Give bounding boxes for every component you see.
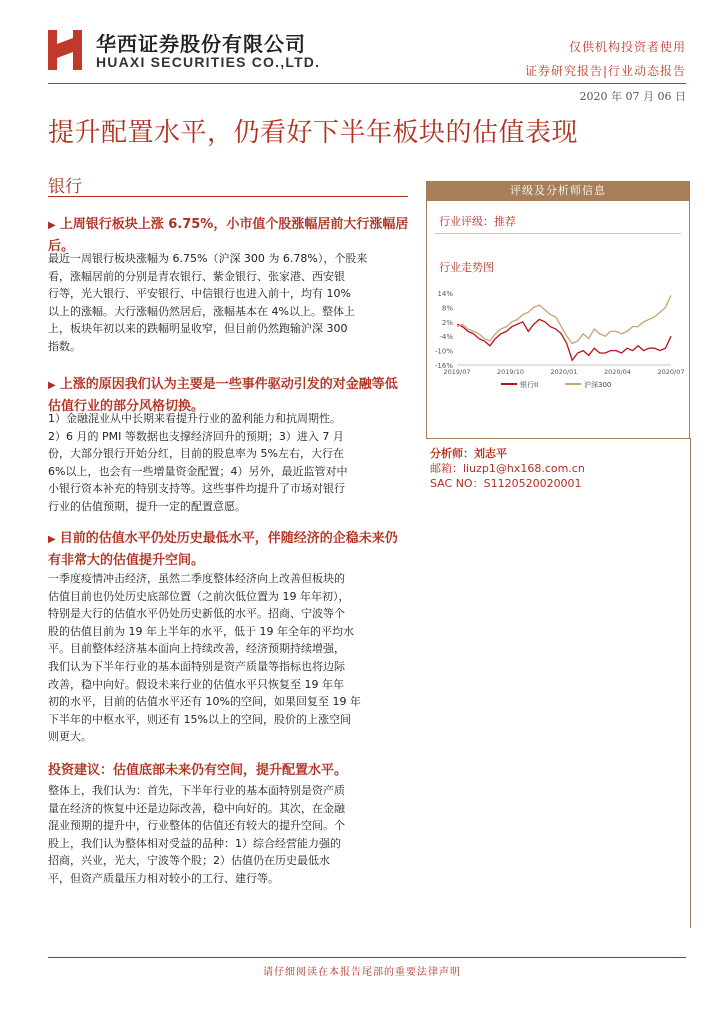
section-body-2 (48, 410, 410, 516)
panel-header: 评级及分析师信息 (427, 181, 689, 201)
section-body-3 (48, 570, 410, 746)
body-line: 改善，稳中向好。假设未来行业的估值水平只恢复至 19 年年 (48, 677, 344, 691)
body-line: 我们认为下半年行业的基本面特别是资产质量等指标也将边际 (48, 659, 345, 673)
body-line: 估值目前也仍处历史底部位置（之前次低位置为 19 年年初）， (48, 589, 350, 603)
email-row: 邮箱：liuzp1@hx168.com.cn (430, 462, 585, 475)
section-heading-2: ▶ 上涨的原因我们认为主要是一些事件驱动引发的对金融等低估值行业的部分风格切换。 (48, 377, 398, 414)
header-divider (48, 83, 686, 84)
body-line: 股的估值目前为 19 年上半年的水平，低于 19 年全年的平均水 (48, 624, 354, 638)
sector-label: 银行 (48, 177, 82, 197)
body-line: 行业的估值预期，提升一定的配置意愿。 (48, 499, 246, 513)
rating-value: 推荐 (494, 215, 516, 228)
company-name-en: HUAXI SECURITIES CO.,LTD. (96, 54, 321, 70)
section-body-4 (48, 782, 410, 888)
series-line-2 (457, 295, 671, 343)
sector-divider (48, 196, 408, 197)
body-line: 指数。 (48, 339, 81, 353)
body-line: 则更大。 (48, 730, 92, 744)
body-line: 初的水平，目前的估值水平还有 10%的空间，如果回复至 19 年 (48, 695, 361, 709)
body-line: 招商，兴业，光大，宁波等个股；2）估值仍在历史最低水 (48, 854, 330, 868)
analyst-info (430, 446, 585, 491)
industry-trend-chart (427, 285, 689, 405)
rating-analyst-panel (426, 181, 690, 439)
body-line: 行等，光大银行、平安银行、中信银行也进入前十，均有 10% (48, 287, 351, 301)
y-tick-label: -16% (434, 362, 453, 370)
body-line: 6%以上，也会有一些增量资金配置；4）另外，最近监管对中 (48, 464, 348, 478)
y-tick-label: 14% (437, 290, 453, 298)
bullet-triangle-icon: ▶ (48, 534, 56, 545)
analyst-email[interactable]: liuzp1@hx168.com.cn (463, 462, 585, 475)
report-type: 证券研究报告|行业动态报告 (524, 64, 686, 78)
body-line: 看，涨幅居前的分别是青农银行、紫金银行、张家港、西安银 (48, 269, 345, 283)
body-line: 股上，我们认为整体相对受益的品种：1）综合经营能力强的 (48, 836, 341, 850)
analyst-row: 分析师：刘志平 (430, 447, 507, 460)
y-tick-label: 8% (441, 304, 453, 313)
body-line: 小银行资本补充的特别支持等。这些事件均提升了市场对银行 (48, 482, 345, 496)
body-line: 以上的涨幅。大行涨幅仍然居后，涨幅基本在 4%以上。整体上 (48, 304, 355, 318)
body-line: 1）金融混业从中长期来看提升行业的盈利能力和抗周期性。 (48, 412, 341, 425)
bullet-triangle-icon: ▶ (48, 380, 56, 391)
sac-row: SAC NO：S1120520020001 (430, 477, 582, 490)
x-tick-label: 2020/01 (550, 368, 578, 376)
body-line: 最近一周银行板块涨幅为 6.75%（沪深 300 为 6.78%），个股来 (48, 252, 368, 265)
body-line: 平，但资产质量压力相对较小的工行、建行等。 (48, 871, 279, 885)
legal-footer: 请仔细阅读在本报告尾部的重要法律声明 (263, 967, 461, 978)
bullet-triangle-icon: ▶ (48, 220, 56, 231)
x-tick-label: 2020/04 (603, 368, 632, 376)
x-tick-label: 2019/10 (496, 368, 525, 376)
section-heading-3: ▶ 目前的估值水平仍处历史最低水平，伴随经济的企稳未来仍有非常大的估值提升空间。 (48, 531, 398, 568)
body-line: 整体上，我们认为：首先，下半年行业的基本面特别是资产质 (48, 784, 345, 797)
body-line: 特别是大行的估值水平仍处历史新低的水平。招商、宁波等个 (48, 607, 345, 621)
body-line: 份，大部分银行开始分红，目前的股息率为 5%左右，大行在 (48, 447, 344, 461)
y-tick-label: -10% (434, 347, 453, 356)
body-line: 一季度疫情冲击经济，虽然二季度整体经济向上改善但板块的 (48, 572, 345, 585)
body-line: 混业预期的提升中，行业整体的估值还有较大的提升空间。个 (48, 819, 345, 833)
body-line: 下半年的中枢水平，则还有 15%以上的空间，股价的上涨空间 (48, 712, 351, 726)
analyst-name: 刘志平 (474, 447, 507, 460)
rating-divider (435, 233, 681, 234)
legend-label: 银行II (520, 381, 539, 389)
company-logo-icon (48, 30, 82, 70)
y-tick-label: -4% (439, 333, 453, 342)
trend-chart-label: 行业走势图 (439, 261, 494, 274)
legend-label: 沪深300 (584, 381, 612, 389)
report-title: 提升配置水平，仍看好下半年板块的估值表现 (48, 118, 579, 148)
y-tick-label: 2% (441, 318, 453, 327)
usage-note: 仅供机构投资者使用 (568, 40, 686, 54)
body-line: 量在经济的恢复中还是边际改善，稳中向好的。其次，在金融 (48, 801, 345, 815)
company-name-cn: 华西证券股份有限公司 (96, 32, 306, 56)
body-line: 2）6 月的 PMI 等数据也支撑经济回升的预期；3）进入 7 月 (48, 429, 344, 443)
section-heading-1: ▶ 上周银行板块上涨 6.75%，小市值个股涨幅居前大行涨幅居后。 (48, 217, 409, 254)
footer-divider (48, 957, 686, 958)
body-line: 上，板块年初以来的跌幅明显收窄，但目前仍然跑输沪深 300 (48, 322, 348, 336)
section-heading-4: 投资建议：估值底部未来仍有空间，提升配置水平。 (48, 763, 348, 778)
sac-number: S1120520020001 (483, 477, 582, 490)
industry-rating: 行业评级：推荐 (439, 215, 516, 228)
body-line: 平。目前整体经济基本面向上持续改善，经济预期持续增强， (48, 642, 345, 656)
panel-right-rule (690, 438, 691, 928)
report-date: 2020 年 07 月 06 日 (579, 90, 686, 103)
x-tick-label: 2020/07 (657, 368, 685, 376)
section-body-1 (48, 250, 410, 356)
x-tick-label: 2019/07 (443, 368, 471, 376)
